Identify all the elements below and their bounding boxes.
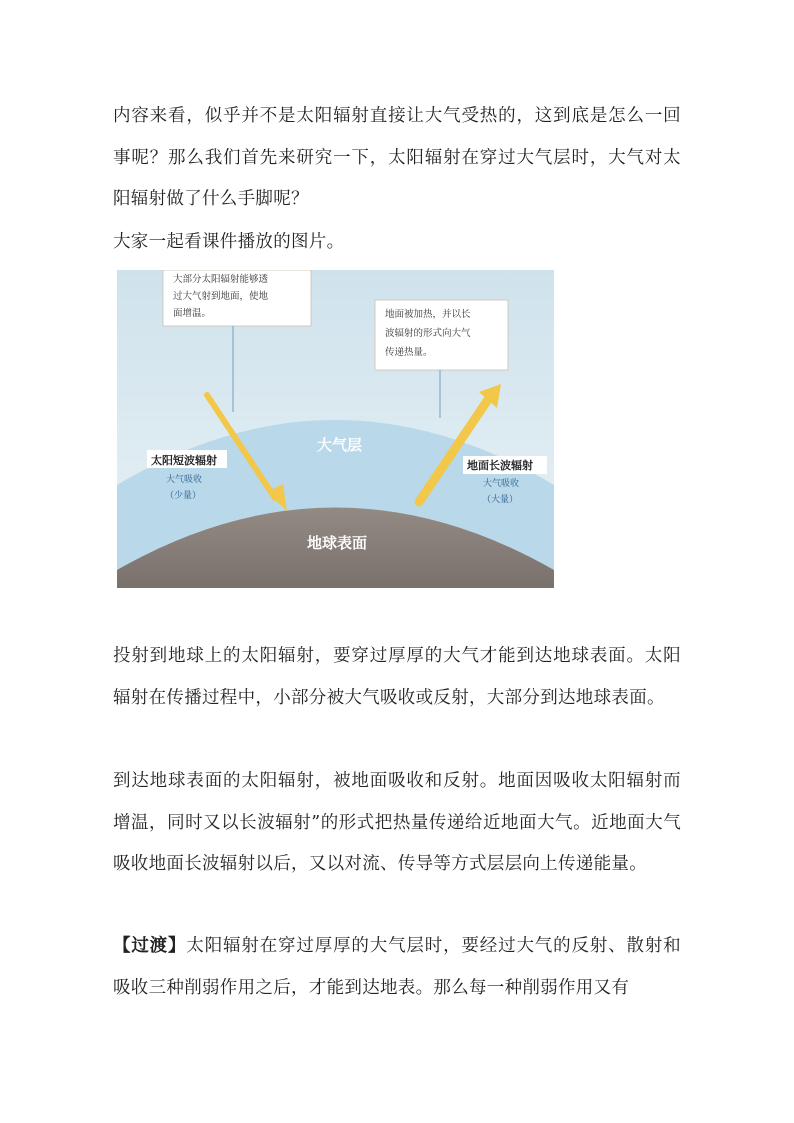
note-left-line-2: 过大气射到地面，使地 [173, 291, 269, 302]
paragraph-transition [113, 926, 681, 1009]
paragraph-intro: 内容来看，似乎并不是太阳辐射直接让大气受热的，这到底是怎么一回事呢？那么我们首先来研究一下，太阳辐射在穿过大气层时，大气对太阳辐射做了什么手脚呢？ [113, 106, 681, 209]
ground-absorb-amount: （大量） [482, 495, 519, 505]
solar-absorb-label: 大气吸收 [166, 475, 203, 485]
solar-radiation-label: 太阳短波辐射 [151, 454, 217, 467]
atmosphere-heating-diagram [117, 270, 554, 588]
note-right-line-3: 传递热量。 [385, 347, 433, 358]
earth-surface-label: 地球表面 [307, 534, 368, 552]
note-left-line-1: 大部分太阳辐射能够透 [173, 274, 269, 285]
ground-radiation-label: 地面长波辐射 [467, 459, 533, 472]
note-right-line-2: 波辐射的形式向大气 [385, 328, 471, 339]
atmosphere-label: 大气层 [317, 436, 363, 454]
ground-absorb-label: 大气吸收 [483, 479, 520, 489]
paragraph-solar-path: 投射到地球上的太阳辐射，要穿过厚厚的大气才能到达地球表面。太阳辐射在传播过程中，小部分被大气吸收或反射，大部分到达地球表面。 [113, 646, 681, 708]
solar-absorb-amount: （少量） [165, 491, 202, 501]
note-right-line-1: 地面被加热，并以长 [385, 309, 471, 320]
transition-text: 太阳辐射在穿过厚厚的大气层时，要经过大气的反射、散射和吸收三种削弱作用之后，才能到达地表。那么每一种削弱作用又有 [113, 936, 681, 998]
note-left-line-3: 面增温。 [173, 308, 212, 319]
transition-tag: 【过渡】 [113, 936, 187, 956]
paragraph-look-at-slides: 大家一起看课件播放的图片。 [113, 232, 345, 252]
paragraph-ground-heating: 到达地球表面的太阳辐射，被地面吸收和反射。地面因吸收太阳辐射而增温，同时又以长波辐射”的形式把热量传递给近地面大气。近地面大气吸收地面长波辐射以后，又以对流、传导等方式层层向上传递能量。 [113, 771, 681, 874]
